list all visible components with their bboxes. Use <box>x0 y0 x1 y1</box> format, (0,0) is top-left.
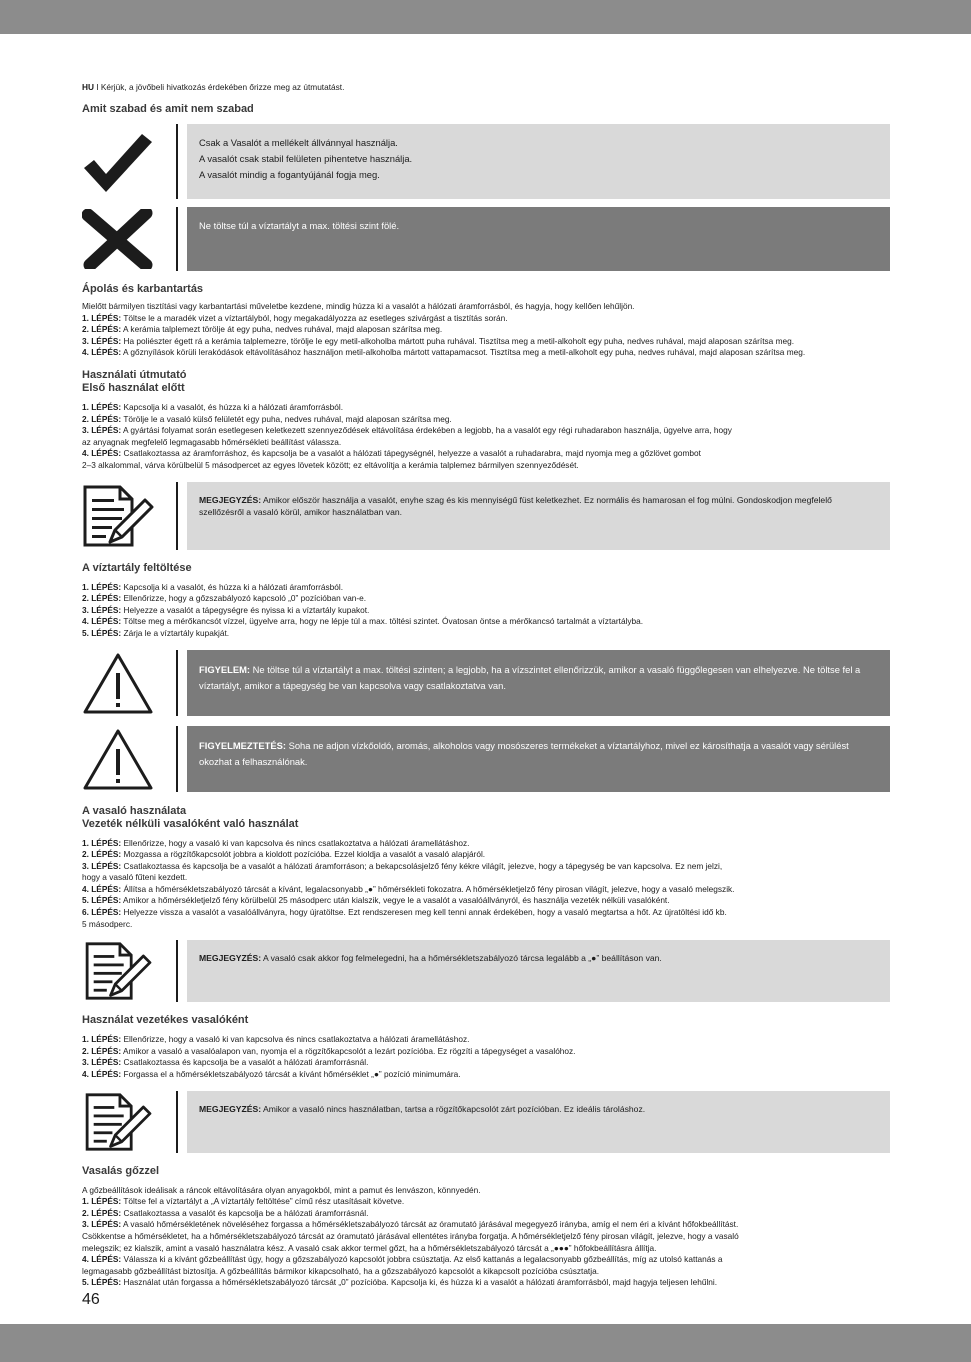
step-text: Válassza ki a kívánt gőzbeállítást úgy, hogy a gőzszabályozó kapcsolót jobbra csúsztatja. Az első kattanás a legalacsonyabb gőzbeállítás, míg az utolsó kattanás a <box>121 1254 723 1265</box>
step-text: Kapcsolja ki a vasalót, és húzza ki a hálózati áramforrásból. <box>121 401 344 412</box>
step-line <box>82 1046 890 1058</box>
divider <box>176 650 178 716</box>
step-line <box>82 838 890 850</box>
warning-triangle-icon <box>82 726 172 792</box>
step-text: Csatlakoztassa és kapcsolja be a vasalót a hálózati áramforráson; a bekapcsolásjelző fény kékre világít, jelezve, hogy a tápegység be van kapcsolva. Ez nem jelzi, <box>121 860 723 871</box>
step-text: 5 másodperc. <box>82 918 133 929</box>
step-text: A kerámia talplemezt törölje át egy puha, nedves ruhával, majd alaposan szárítsa meg. <box>121 324 443 335</box>
step-text: melegszik; ez kialszik, amint a vasaló használatra kész. A vasaló csak akkor termel gőzt, ha a hőmérsékletszabályozó tárcsát a „●●●” hőfokbeállításra állítja. <box>82 1242 657 1253</box>
step-line <box>82 301 890 313</box>
step-label: 5. LÉPÉS: <box>82 627 122 638</box>
step-line <box>82 437 890 449</box>
step-line <box>82 425 890 437</box>
step-line <box>82 1231 890 1243</box>
cordless-steps <box>82 838 890 931</box>
tank-steps <box>82 582 890 640</box>
warning-text: Soha ne adjon vízkőoldó, aromás, alkoholos vagy mosószeres termékeket a víztartályhoz, mivel ez károsíthatja a vasalót vagy sérülést okozhat a felhasználónak. <box>199 739 849 767</box>
step-text: Ellenőrizze, hogy a vasaló ki van kapcsolva és nincs csatlakoztatva a hálózati áramellátáshoz. <box>121 1034 470 1045</box>
care-steps <box>82 301 890 359</box>
step-text: A vasaló hőmérsékletének növeléséhez forgassa a hőmérsékletszabályozó tárcsát az óramutató járásával megegyező irányba, amíg el nem éri a kívánt hőfokbeállítást. <box>121 1219 739 1230</box>
note-row-cordless <box>82 940 890 1002</box>
bottom-bar <box>0 1324 971 1362</box>
step-line <box>82 919 890 931</box>
step-label: 2. LÉPÉS: <box>82 1207 122 1218</box>
step-line <box>82 849 890 861</box>
step-label: 5. LÉPÉS: <box>82 895 122 906</box>
dont-box <box>187 207 890 271</box>
section-title-instructions: Használati útmutató <box>82 368 187 381</box>
step-text: Ellenőrizze, hogy a gőzszabályozó kapcsoló „0” pozícióban van-e. <box>121 593 367 604</box>
note-text: Amikor először használja a vasalót, enyhe szag és kis mennyiségű füst keletkezhet. Ez normális és hamarosan el fog múlni. Gondoskodjon megfelelő szellőzésről a vasaló körül, amikor használatban van. <box>199 494 832 517</box>
step-line <box>82 1243 890 1255</box>
corded-steps <box>82 1034 890 1080</box>
step-line <box>82 313 890 325</box>
section-title-using: A vasaló használata <box>82 804 187 817</box>
step-text: legmagasabb gőzbeállítást biztosítja. A gőzbeállítás bármikor kikapcsolható, ha a gőzszabályozó kapcsolót a kikapcsolt pozícióba csúsztatja. <box>82 1265 600 1276</box>
step-text: Törölje le a vasaló külső felületét egy puha, nedves ruhával, majd alaposan szárítsa meg. <box>121 413 452 424</box>
step-text: Helyezze vissza a vasalót a vasalóállványra, hogy újratöltse. Ezt rendszeresen meg kell tenni annak érdekében, hogy a vasaló megtartsa a hőt. Az újratöltési idő kb. <box>121 907 727 918</box>
step-line <box>82 1219 890 1231</box>
box-line: A vasalót mindig a fogantyújánál fogja meg. <box>199 169 380 180</box>
step-line <box>82 347 890 359</box>
step-label: 2. LÉPÉS: <box>82 849 122 860</box>
step-text: Forgassa el a hőmérsékletszabályozó tárcsát a kívánt hőmérséklet „●” pozíció minimumára. <box>121 1069 461 1080</box>
note-text: A vasaló csak akkor fog felmelegedni, ha a hőmérsékletszabályozó tárcsa legalább a „●” beállításon van. <box>261 953 662 964</box>
divider <box>176 482 178 550</box>
box-line: A vasalót csak stabil felületen pihentetve használja. <box>199 153 413 164</box>
note-label: MEGJEGYZÉS: <box>199 953 262 964</box>
section-subtitle-first-use: Első használat előtt <box>82 381 185 394</box>
step-text: Töltse fel a víztartályt a „A víztartály feltöltése” című rész utasításait követve. <box>121 1196 405 1207</box>
note-box-corded <box>187 1091 890 1153</box>
section-title-care: Ápolás és karbantartás <box>82 283 204 295</box>
step-text: Állítsa a hőmérsékletszabályozó tárcsát a kívánt, legalacsonyabb „●” hőmérsékleti fokozatra. A hőmérsékletjelző fény pirosan világít, jelezve, hogy a vasaló melegszik. <box>121 883 735 894</box>
box-line: Ne töltse túl a víztartályt a max. töltési szint fölé. <box>199 220 400 231</box>
step-line <box>82 1254 890 1266</box>
dont-row <box>82 207 890 271</box>
cross-icon <box>82 207 172 271</box>
step-text: Csatlakoztassa és kapcsolja be a vasalót a hálózati áramforrásnál. <box>121 1057 369 1068</box>
step-text: Töltse meg a mérőkancsót vízzel, ügyelve arra, hogy ne lépje túl a max. töltési szintet. Óvatosan öntse a mérőkancsó tartalmát a víztartályba. <box>121 616 644 627</box>
step-label: 4. LÉPÉS: <box>82 347 122 358</box>
intro-text: I Kérjük, a jövőbeli hivatkozás érdekében őrizze meg az útmutatást. <box>93 82 345 92</box>
steam-steps <box>82 1185 890 1289</box>
step-label: 3. LÉPÉS: <box>82 425 122 436</box>
warning-box <box>187 726 890 792</box>
step-text: Mielőtt bármilyen tisztítási vagy karbantartási műveletbe kezdene, mindig húzza ki a vasalót a hálózati áramforrásból, és hagyja, hogy kellően lehűljön. <box>82 301 635 311</box>
box-line: Csak a Vasalót a mellékelt állvánnyal használja. <box>199 137 398 148</box>
caution-text: Ne töltse túl a víztartályt a max. töltési szinten; a legjobb, ha a vízszintet ellenőrizzük, amikor a vasaló függőlegesen van elhelyezve. Ne töltse fel a víztartályt, amikor a tápegység be van kapcsolva vagy csatlakoztatva van. <box>199 663 861 691</box>
step-label: 4. LÉPÉS: <box>82 616 122 627</box>
do-lines <box>199 135 878 183</box>
section-title-corded: Használat vezetékes vasalóként <box>82 1014 249 1027</box>
step-label: 1. LÉPÉS: <box>82 401 122 412</box>
step-label: 1. LÉPÉS: <box>82 312 122 323</box>
do-box <box>187 124 890 199</box>
page-content <box>82 82 890 1289</box>
step-text: hogy a vasaló fűteni kezdett. <box>82 872 188 883</box>
step-label: 2. LÉPÉS: <box>82 324 122 335</box>
step-label: 2. LÉPÉS: <box>82 413 122 424</box>
step-text: 2–3 alkalommal, várva körülbelül 5 másodpercet az egyes lövetek között; ez eltávolítja a kerámia talplemez bármilyen szennyeződését. <box>82 459 579 470</box>
step-line <box>82 460 890 472</box>
note-icon <box>82 1091 172 1153</box>
step-text: Használat után forgassa a hőmérsékletszabályozó tárcsát „0” pozícióba. Kapcsolja ki, és húzza ki a vasalót a hálózati áramforrásból, majd hagyja teljesen lehűlni. <box>121 1277 718 1288</box>
step-line <box>82 1069 890 1081</box>
divider <box>176 124 178 199</box>
intro-line <box>82 82 890 93</box>
divider <box>176 1091 178 1153</box>
step-text: A gőznyílások körüli lerakódások eltávolításához használjon metil-alkoholba mártott vattapamacsot. Tisztítsa meg a metil-alkoholt egy puha, nedves ruhával, majd alaposan szárítsa meg. <box>121 347 806 358</box>
step-text: Amikor a vasaló a vasalóalapon van, nyomja el a rögzítőkapcsolót a lezárt pozícióba. Ez rögzíti a tápegységet a vasalóhoz. <box>121 1045 576 1056</box>
step-label: 1. LÉPÉS: <box>82 837 122 848</box>
step-line <box>82 1185 890 1197</box>
step-line <box>82 593 890 605</box>
step-line <box>82 884 890 896</box>
note-label: MEGJEGYZÉS: <box>199 494 262 505</box>
note-icon <box>82 940 172 1002</box>
step-line <box>82 1266 890 1278</box>
note-box-cordless <box>187 940 890 1002</box>
step-text: Kapcsolja ki a vasalót, és húzza ki a hálózati áramforrásból. <box>121 581 344 592</box>
caution-label: FIGYELEM: <box>199 663 251 675</box>
step-line <box>82 628 890 640</box>
step-label: 6. LÉPÉS: <box>82 907 122 918</box>
step-label: 3. LÉPÉS: <box>82 335 122 346</box>
step-line <box>82 582 890 594</box>
checkmark-icon <box>82 124 172 199</box>
step-line <box>82 1277 890 1289</box>
step-line <box>82 1208 890 1220</box>
step-line <box>82 616 890 628</box>
step-text: Mozgassa a rögzítőkapcsolót jobbra a kioldott pozícióba. Ezzel kioldja a vasalót a vasaló alapjáról. <box>121 849 486 860</box>
step-label: 1. LÉPÉS: <box>82 581 122 592</box>
step-text: Csatlakoztassa a vasalót és kapcsolja be a hálózati áramforrásnál. <box>121 1207 369 1218</box>
page-number: 46 <box>82 1291 100 1308</box>
step-label: 3. LÉPÉS: <box>82 604 122 615</box>
step-label: 1. LÉPÉS: <box>82 1196 122 1207</box>
step-label: 1. LÉPÉS: <box>82 1034 122 1045</box>
step-label: 4. LÉPÉS: <box>82 1254 122 1265</box>
dont-lines <box>199 218 878 234</box>
step-line <box>82 872 890 884</box>
step-line <box>82 448 890 460</box>
step-text: A gyártási folyamat során esetlegesen keletkezett szennyeződések eltávolítása érdekében a legjobb, ha a vasalót egy régi ruhadarabon használja, ügyelve arra, hogy <box>121 425 732 436</box>
step-line <box>82 907 890 919</box>
section-title-tank: A víztartály feltöltése <box>82 561 192 574</box>
step-line <box>82 414 890 426</box>
note-text: Amikor a vasaló nincs használatban, tartsa a rögzítőkapcsolót zárt pozícióban. Ez ideális tároláshoz. <box>261 1103 646 1114</box>
step-line <box>82 861 890 873</box>
step-line <box>82 605 890 617</box>
step-text: Helyezze a vasalót a tápegységre és nyissa ki a víztartály kupakot. <box>121 604 370 615</box>
first-use-steps <box>82 402 890 472</box>
step-text: Csatlakoztassa az áramforráshoz, és kapcsolja be a vasalót a hálózati tápegységnél, helyezze a vasalót a ruhadarabra, majd nyomja meg a gőzlövet gombot <box>121 448 701 459</box>
step-line <box>82 324 890 336</box>
step-line <box>82 336 890 348</box>
step-text: Zárja le a víztartály kupakját. <box>121 627 230 638</box>
step-label: 3. LÉPÉS: <box>82 1219 122 1230</box>
section-title-steam: Vasalás gőzzel <box>82 1164 160 1177</box>
step-label: 4. LÉPÉS: <box>82 1069 122 1080</box>
step-label: 2. LÉPÉS: <box>82 593 122 604</box>
top-bar <box>0 0 971 34</box>
step-label: 4. LÉPÉS: <box>82 883 122 894</box>
step-line <box>82 1196 890 1208</box>
note-row-first-use <box>82 482 890 550</box>
caution-box <box>187 650 890 716</box>
step-line <box>82 1057 890 1069</box>
warning-label: FIGYELMEZTETÉS: <box>199 739 286 751</box>
warning-triangle-icon <box>82 650 172 716</box>
step-label: 2. LÉPÉS: <box>82 1045 122 1056</box>
section-title-dos-donts: Amit szabad és amit nem szabad <box>82 103 254 115</box>
do-row <box>82 124 890 199</box>
step-text: Töltse le a maradék vizet a víztartályból, hogy megakadályozza az esetleges szivárgást a tisztítás során. <box>121 312 508 323</box>
step-text: Ha poliészter égett rá a kerámia talplemezre, törölje le egy metil-alkoholba mártott puha ruhával. Tisztítsa meg a metil-alkoholt egy puha, nedves ruhával, majd alaposan szárítsa meg. <box>121 335 795 346</box>
step-label: 5. LÉPÉS: <box>82 1277 122 1288</box>
step-label: 3. LÉPÉS: <box>82 1057 122 1068</box>
step-label: 4. LÉPÉS: <box>82 448 122 459</box>
step-text: Amikor a hőmérsékletjelző fény körülbelül 25 másodperc után kialszik, vegye le a vasalót a vasalóállványról, és használja vezeték nélküli vasalóként. <box>121 895 670 906</box>
note-box-first-use <box>187 482 890 550</box>
language-code: HU <box>82 82 94 92</box>
step-text: az anyagnak megfelelő legmagasabb hőmérsékleti beállítást válassza. <box>82 436 342 447</box>
step-label: 3. LÉPÉS: <box>82 860 122 871</box>
note-icon <box>82 482 172 550</box>
note-label: MEGJEGYZÉS: <box>199 1103 262 1114</box>
step-line <box>82 402 890 414</box>
caution-row <box>82 650 890 716</box>
warning-row <box>82 726 890 792</box>
divider <box>176 207 178 271</box>
divider <box>176 940 178 1002</box>
note-row-corded <box>82 1091 890 1153</box>
step-line <box>82 895 890 907</box>
step-text: Ellenőrizze, hogy a vasaló ki van kapcsolva és nincs csatlakoztatva a hálózati áramellátáshoz. <box>121 837 470 848</box>
section-subtitle-cordless: Vezeték nélküli vasalóként való használat <box>82 817 299 830</box>
step-line <box>82 1034 890 1046</box>
divider <box>176 726 178 792</box>
step-text: Csökkentse a hőmérsékletet, ha a hőmérsékletszabályozó tárcsát az óramutató járásával ellentétes irányba forgatja. A hőmérsékletjelző fény pirosan világít, jelezve, hogy a vasaló <box>82 1231 739 1241</box>
step-text: A gőzbeállítások ideálisak a ráncok eltávolítására olyan anyagokból, mint a pamut és lenvászon, könnyedén. <box>82 1184 481 1195</box>
